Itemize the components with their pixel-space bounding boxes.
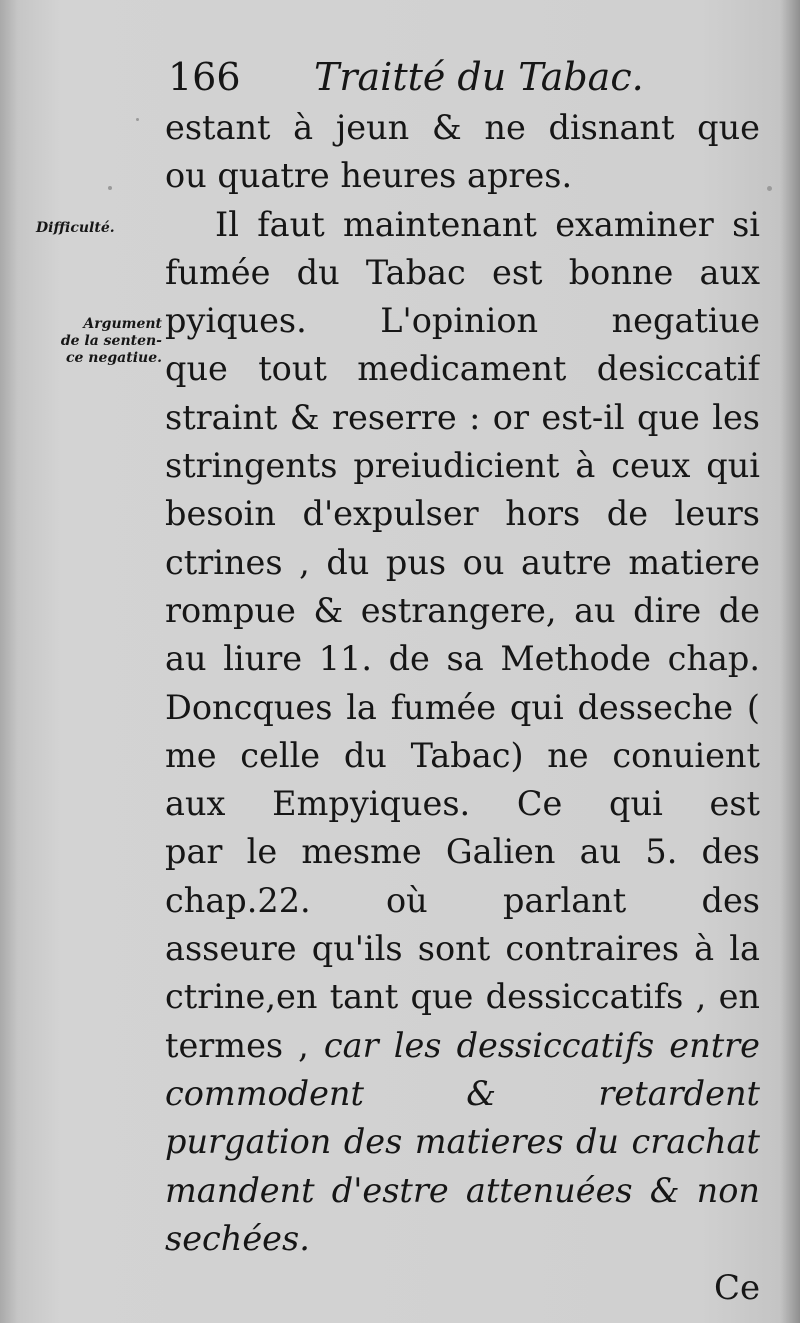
margin-note-line: Argument <box>83 316 162 332</box>
text-line: que tout medicament desiccatif <box>165 349 760 389</box>
text-line: aux Empyiques. Ce qui est <box>165 784 760 824</box>
text-line: ctrine,en tant que dessiccatifs , en <box>165 977 760 1017</box>
mixed-text-line <box>165 1022 760 1070</box>
text-line: ou quatre heures apres. <box>165 156 573 196</box>
text-line: au liure 11. de sa Methode chap. <box>165 639 760 679</box>
paper-blemish <box>767 186 772 191</box>
italic-quotation-line: commodent & retardent <box>165 1073 760 1113</box>
italic-quotation-line: sechées. <box>165 1218 310 1258</box>
text-line: straint & reserre : or est-il que les <box>165 397 760 437</box>
text-line: Doncques la fumée qui desseche ( <box>165 687 760 727</box>
catchword: Ce <box>714 1268 761 1308</box>
text-line: rompue & estrangere, au dire de <box>165 590 760 630</box>
text-line: besoin d'expulser hors de leurs <box>165 494 760 534</box>
page-number: 166 <box>168 55 241 99</box>
text-line: stringents preiudicient à ceux qui <box>165 446 760 486</box>
text-line: par le mesme Galien au 5. des <box>165 832 760 872</box>
italic-quotation-segment: car les dessiccatifs entre <box>323 1025 760 1065</box>
running-title: Traitté du Tabac. <box>314 55 644 99</box>
paper-blemish <box>136 118 139 121</box>
margin-note-line: de la senten- <box>60 333 162 349</box>
text-line: fumée du Tabac est bonne aux <box>165 252 760 292</box>
margin-note-line: ce negatiue. <box>66 350 162 366</box>
margin-note-argument <box>22 316 162 367</box>
roman-segment: termes , <box>165 1025 324 1065</box>
text-line: chap.22. où parlant des <box>165 880 760 920</box>
italic-quotation-line: purgation des matieres du crachat <box>165 1122 760 1162</box>
text-line: estant à jeun & ne disnant que <box>165 108 760 147</box>
italic-quotation-line: mandent d'estre attenuées & non <box>165 1170 760 1210</box>
text-line: me celle du Tabac) ne conuient <box>165 735 760 775</box>
page-header <box>168 52 768 102</box>
body-text <box>165 104 760 1263</box>
margin-note-difficulte: Difficulté. <box>36 220 115 236</box>
paragraph-first-line: Il faut maintenant examiner si <box>215 204 760 244</box>
text-line: pyiques. L'opinion negatiue <box>165 301 760 341</box>
text-line: ctrines , du pus ou autre matiere <box>165 542 760 582</box>
paper-blemish <box>108 186 112 190</box>
text-line: asseure qu'ils sont contraires à la <box>165 929 760 969</box>
